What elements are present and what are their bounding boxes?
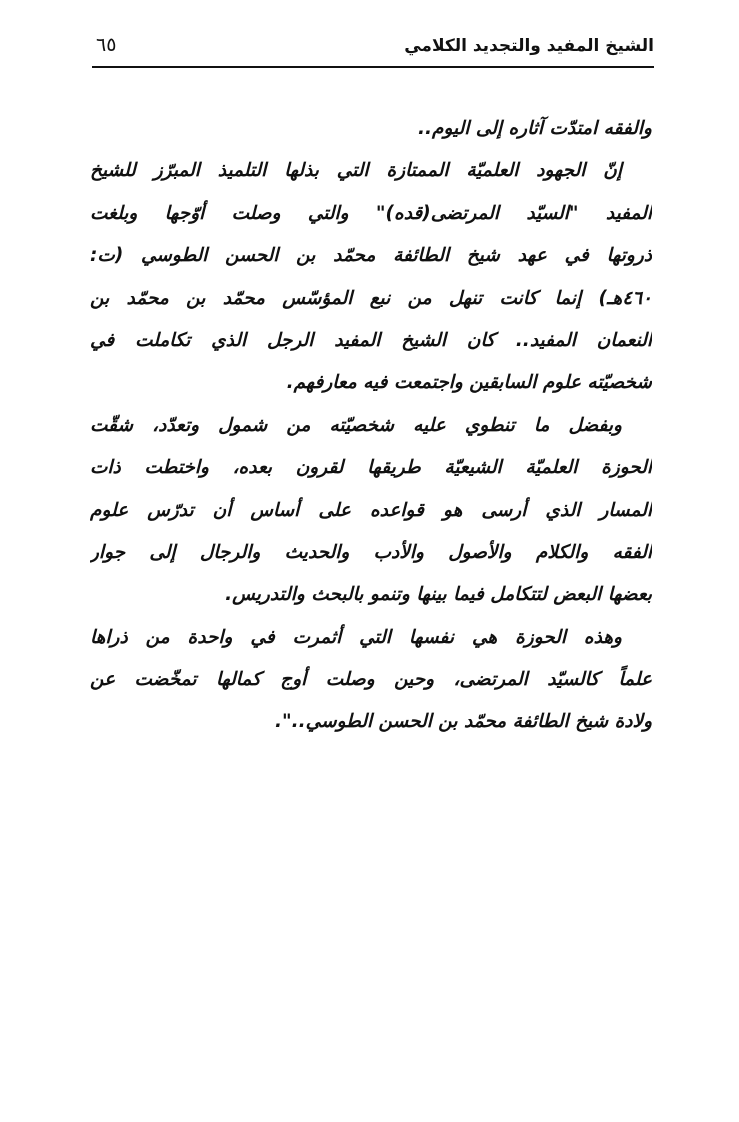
page-number: ٦٥ xyxy=(96,34,117,56)
text-line: ٤٦٠هـ) إنما كانت تنهل من نبع المؤسّس محمّد بن محمّد بن xyxy=(90,287,652,309)
text-line: شخصيّته علوم السابقين واجتمعت فيه معارفهم. xyxy=(286,372,652,394)
header-rule xyxy=(92,66,654,68)
body-text xyxy=(90,108,652,744)
text-line: إنّ الجهود العلميّة الممتازة التي بذلها التلميذ المبرّز للشيخ xyxy=(90,160,622,182)
text-line: المفيد "السيّد المرتضى(قده)" والتي وصلت أوّجها وبلغت xyxy=(90,202,652,224)
text-line: وبفضل ما تنطوي عليه شخصيّته من شمول وتعدّد، شقّت xyxy=(90,414,622,436)
text-line: ذروتها في عهد شيخ الطائفة محمّد بن الحسن الطوسي (ت: xyxy=(90,245,652,267)
text-line: علماً كالسيّد المرتضى، وحين وصلت أوج كمالها تمخّضت عن xyxy=(90,669,652,691)
text-line: بعضها البعض لتتكامل فيما بينها وتنمو بالبحث والتدريس. xyxy=(225,584,652,606)
text-line: الفقه والكلام والأصول والأدب والحديث والرجال إلى جوار xyxy=(90,541,652,563)
text-line: المسار الذي أرسى هو قواعده على أساس أن تدرّس علوم xyxy=(90,499,652,521)
text-line: وهذه الحوزة هي نفسها التي أثمرت في واحدة من ذراها xyxy=(90,626,622,648)
text-line: والفقه امتدّت آثاره إلى اليوم.. xyxy=(417,118,652,139)
running-title: الشيخ المفيد والتجديد الكلامي xyxy=(404,36,654,56)
text-line: الحوزة العلميّة الشيعيّة طريقها لقرون بعده، واختطت ذات xyxy=(90,457,652,479)
text-line: النعمان المفيد.. كان الشيخ المفيد الرجل الذي تكاملت في xyxy=(90,329,652,351)
running-header xyxy=(92,30,654,64)
text-line: ولادة شيخ الطائفة محمّد بن الحسن الطوسي..". xyxy=(274,711,652,733)
